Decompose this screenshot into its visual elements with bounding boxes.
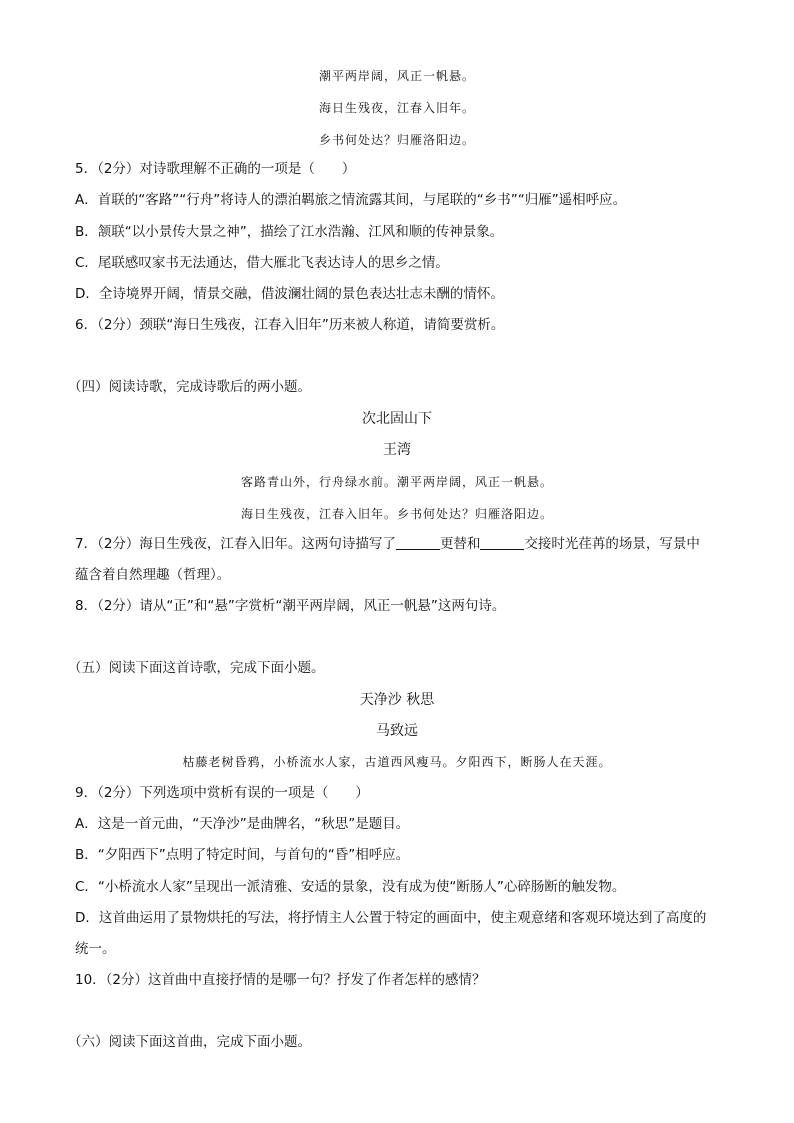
- section-5-poem-author: 马致远: [376, 723, 418, 739]
- question-8-stem: 8．（2分）请从“正”和“悬”字赏析“潮平两岸阔，风正一帆悬”这两句诗。: [75, 598, 506, 614]
- question-5-option-c: C．尾联感叹家书无法通达，借大雁北飞表达诗人的思乡之情。: [75, 255, 449, 271]
- section-4-poem-title: 次北固山下: [362, 411, 432, 427]
- answer-blank-1[interactable]: [396, 535, 440, 550]
- question-9-stem: 9．（2分）下列选项中赏析有误的一项是（ ）: [75, 785, 369, 801]
- poem1-line3: 乡书何处达？归雁洛阳边。: [318, 133, 475, 147]
- question-5-option-d: D．全诗境界开阔，情景交融，借波澜壮阔的景色表达壮志未酬的情怀。: [75, 286, 504, 302]
- section-4-poem-author: 王湾: [383, 442, 411, 458]
- question-5-stem: 5．（2分）对诗歌理解不正确的一项是（ ）: [75, 161, 356, 177]
- section-6-heading: （六）阅读下面这首曲，完成下面小题。: [68, 1034, 311, 1050]
- section-5-poem-line1: 枯藤老树昏鸦，小桥流水人家，古道西风瘦马。夕阳西下，断肠人在天涯。: [182, 755, 612, 769]
- question-9-option-b: B．“夕阳西下”点明了特定时间，与首句的“昏”相呼应。: [75, 847, 410, 863]
- section-5-poem-title: 天净沙 秋思: [359, 692, 435, 708]
- question-9-option-a: A．这是一首元曲，“天净沙”是曲牌名，“秋思”是题目。: [75, 816, 410, 832]
- question-5-option-b: B．颔联“以小景传大景之神”，描绘了江水浩瀚、江风和顺的传神景象。: [75, 224, 504, 240]
- section-5-heading: （五）阅读下面这首诗歌，完成下面小题。: [68, 660, 325, 676]
- question-7-part3: 交接时光荏苒的场景，写景中: [524, 536, 700, 552]
- question-9-option-d-continued: 统一。: [75, 941, 116, 957]
- question-9-option-d: D．这首曲运用了景物烘托的写法，将抒情主人公置于特定的画面中，使主观意绪和客观环境达到了高度的: [75, 910, 707, 926]
- question-6-stem: 6．（2分）颈联“海日生残夜，江春入旧年”历来被人称道，请简要赏析。: [75, 317, 505, 333]
- section-4-heading: （四）阅读诗歌，完成诗歌后的两小题。: [68, 379, 311, 395]
- question-5-option-a: A．首联的“客路”“行舟”将诗人的漂泊羁旅之情流露其间，与尾联的“乡书”“归雁”遥相呼应。: [75, 192, 627, 208]
- question-7-line2: 蕴含着自然理趣（哲理）。: [75, 567, 231, 583]
- poem1-line1: 潮平两岸阔，风正一帆悬。: [318, 69, 475, 83]
- question-7-part2: 更替和: [439, 536, 481, 552]
- poem1-line2: 海日生残夜，江春入旧年。: [318, 101, 475, 115]
- section-4-poem-line1: 客路青山外，行舟绿水前。潮平两岸阔，风正一帆悬。: [240, 475, 553, 489]
- question-9-option-c: C．“小桥流水人家”呈现出一派清雅、安适的景象，没有成为使“断肠人”心碎肠断的触发物。: [75, 879, 626, 895]
- question-10-stem: 10．（2分）这首曲中直接抒情的是哪一句？抒发了作者怎样的感情？: [75, 972, 486, 988]
- answer-blank-2[interactable]: [480, 535, 524, 550]
- question-7-stem: [75, 535, 700, 553]
- section-4-poem-line2: 海日生残夜，江春入旧年。乡书何处达？归雁洛阳边。: [240, 507, 553, 521]
- question-7-part1: 7．（2分）海日生残夜，江春入旧年。这两句诗描写了: [75, 536, 396, 552]
